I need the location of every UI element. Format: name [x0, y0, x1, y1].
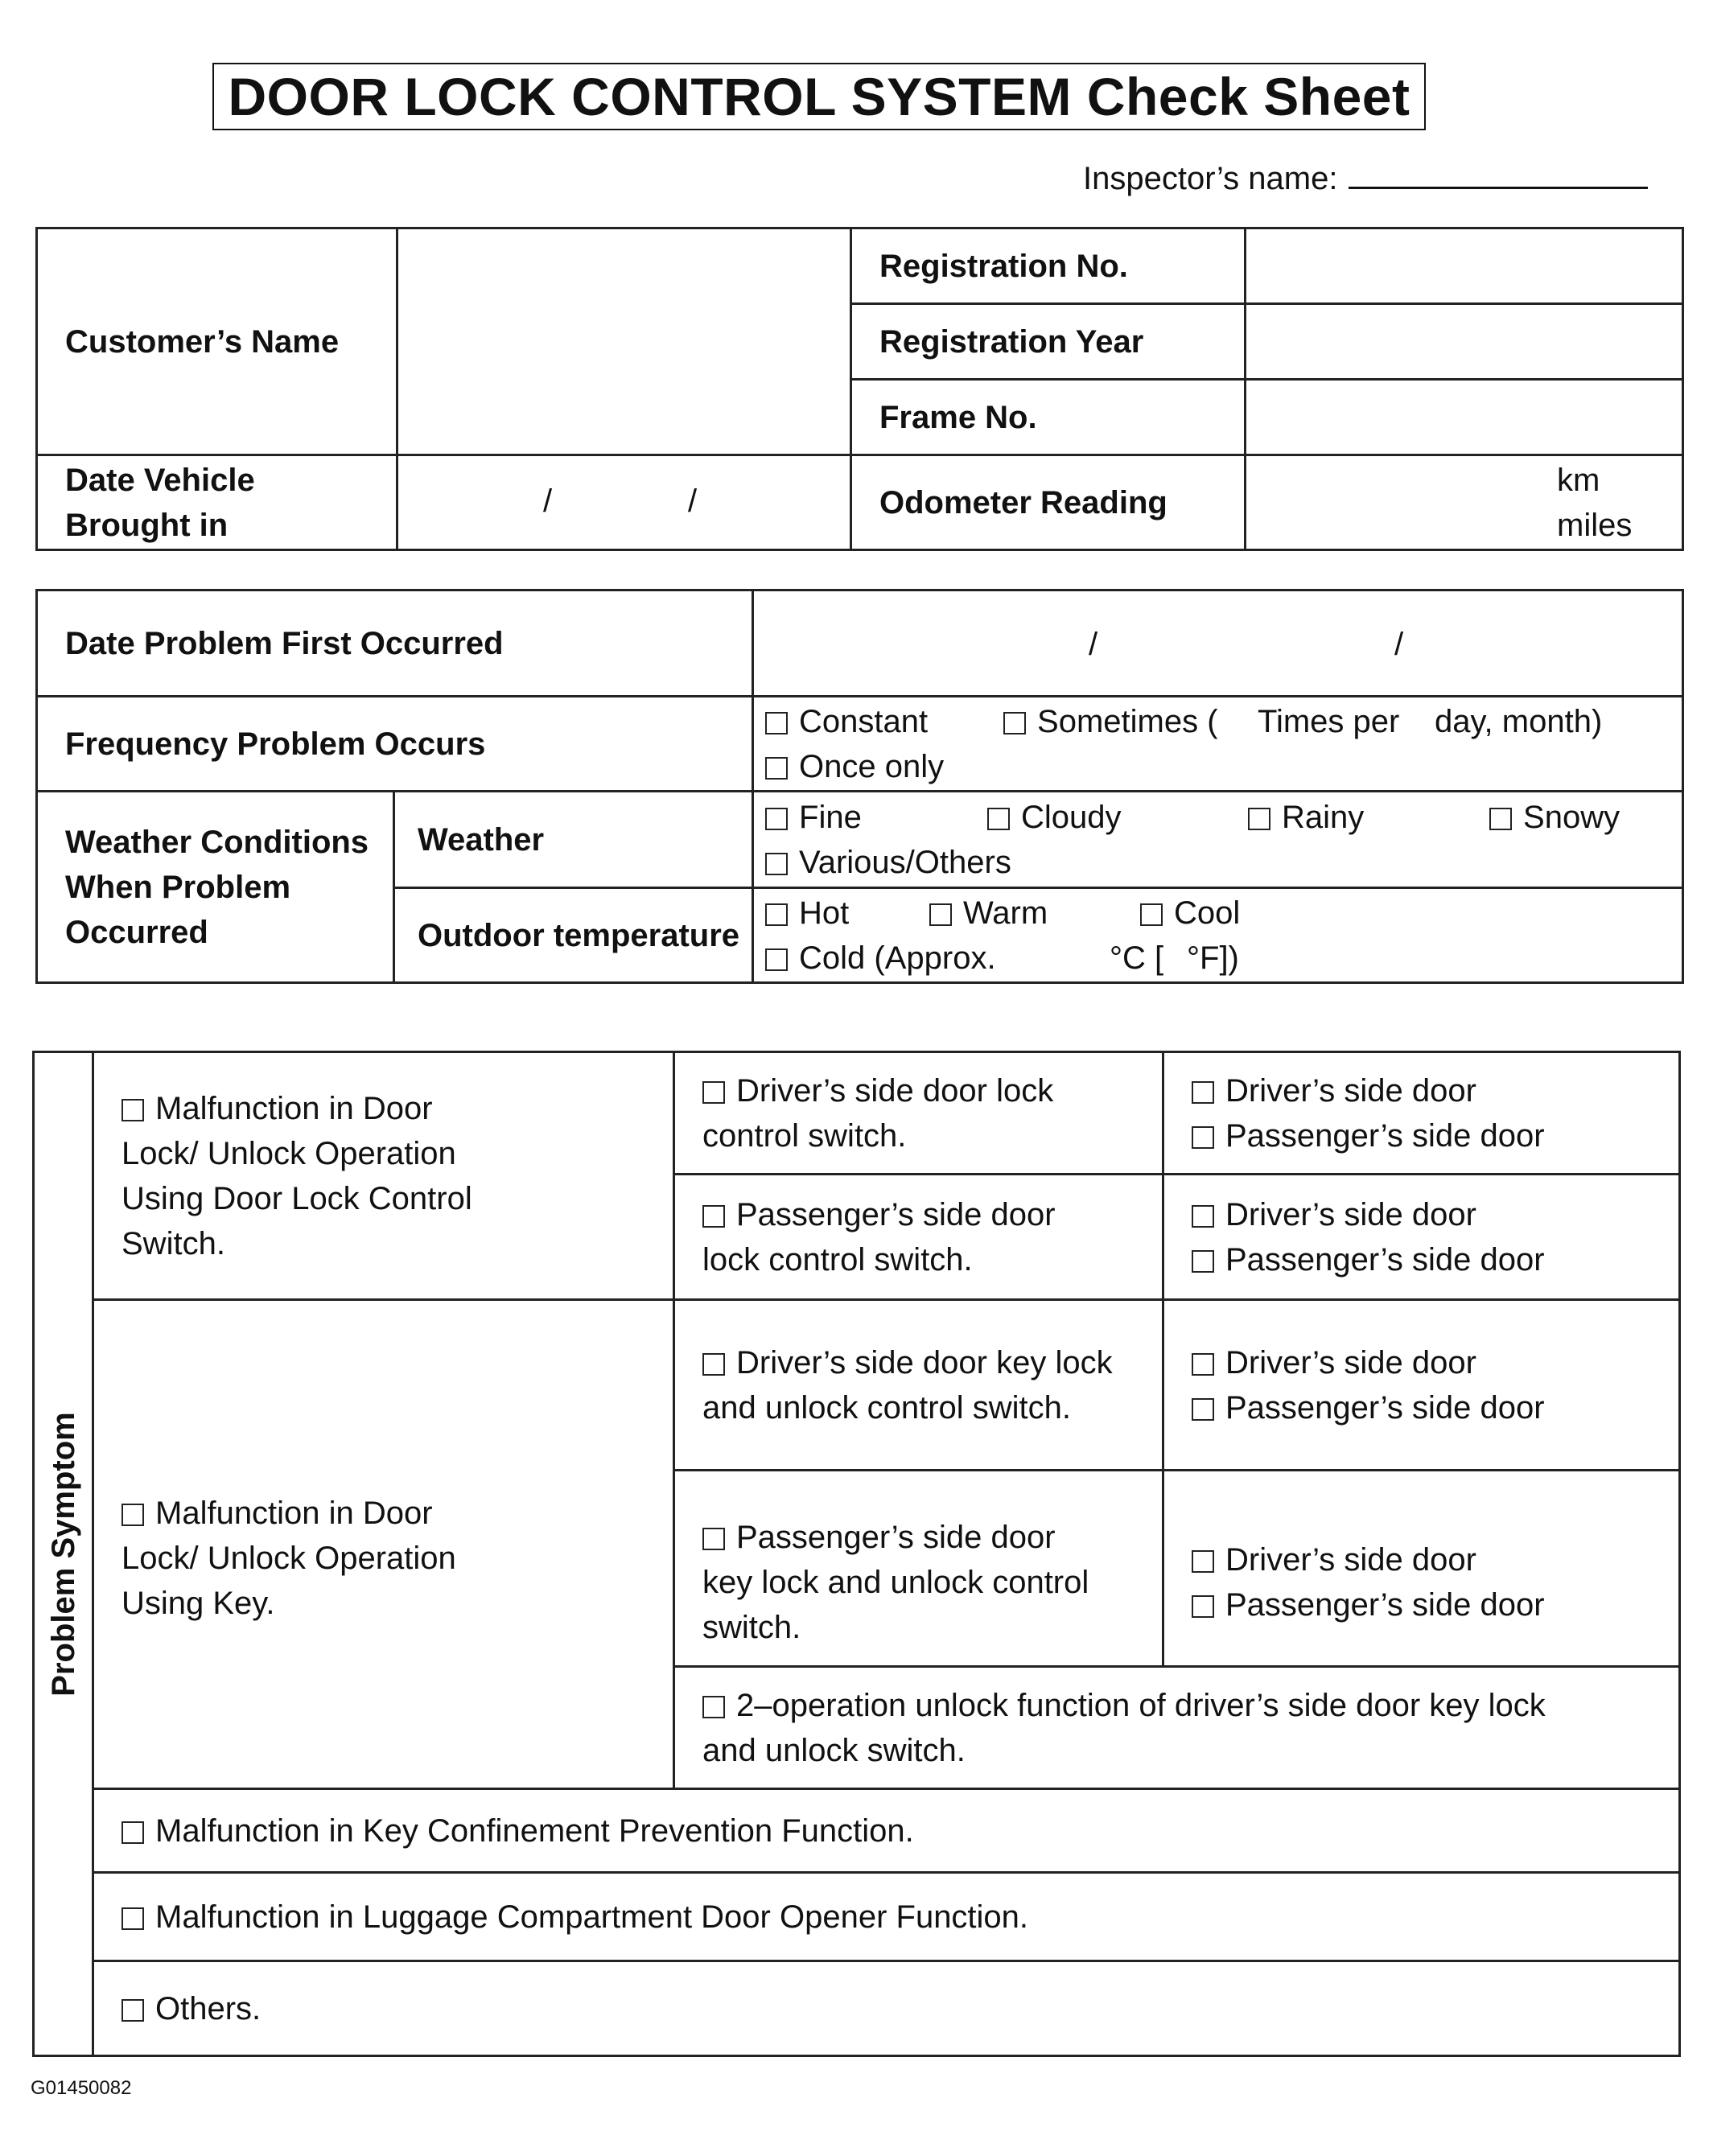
passenger-lock-switch-option[interactable]: Passenger’s side door lock control switch. [674, 1175, 1163, 1300]
date-vehicle-brought-in-label: Date Vehicle Brought in [37, 455, 397, 550]
temp-fahrenheit-label: °F]) [1187, 940, 1239, 976]
unit-miles: miles [1557, 507, 1633, 543]
inspector-name-field[interactable] [1083, 161, 1648, 197]
checkbox[interactable] [1192, 1126, 1214, 1149]
date-separator: / [543, 483, 553, 519]
freq-sometimes-option[interactable]: Sometimes ( [1003, 699, 1258, 744]
problem-symptom-table [32, 1051, 1681, 2057]
checkbox[interactable] [1192, 1081, 1214, 1104]
weather-fine-option[interactable]: Fine [765, 795, 987, 840]
checkbox[interactable] [1140, 903, 1163, 926]
weather-cloudy-option[interactable]: Cloudy [987, 795, 1248, 840]
checkbox[interactable] [1489, 808, 1512, 830]
checkbox[interactable] [121, 1907, 144, 1930]
customer-name-label: Customer’s Name [37, 228, 397, 455]
frequency-options [753, 697, 1683, 792]
passenger-side-door-option[interactable]: Passenger’s side door [1192, 1582, 1678, 1627]
driver-side-door-option[interactable]: Driver’s side door [1192, 1340, 1678, 1385]
frequency-label: Frequency Problem Occurs [37, 697, 753, 792]
date-vehicle-brought-in-input[interactable] [397, 455, 851, 550]
figure-code: G01450082 [31, 2077, 132, 2099]
checkbox[interactable] [765, 712, 788, 734]
freq-times-per-label: Times per [1258, 703, 1400, 739]
checkbox[interactable] [765, 903, 788, 926]
driver-lock-switch-option[interactable]: Driver’s side door lock control switch. [674, 1052, 1163, 1175]
weather-conditions-label: Weather Conditions When Problem Occurred [37, 792, 394, 983]
checkbox[interactable] [1192, 1550, 1214, 1573]
passenger-side-door-option[interactable]: Passenger’s side door [1192, 1113, 1678, 1158]
date-problem-first-occurred-input[interactable] [753, 590, 1683, 697]
date-separator: / [1089, 626, 1098, 662]
passenger-lock-switch-doors [1163, 1175, 1680, 1300]
odometer-reading-input[interactable] [1246, 455, 1683, 550]
temp-warm-option[interactable]: Warm [929, 891, 1140, 936]
luggage-opener-option[interactable]: Malfunction in Luggage Compartment Door Opener Function. [93, 1873, 1680, 1961]
passenger-side-door-option[interactable]: Passenger’s side door [1192, 1385, 1678, 1430]
weather-various-option[interactable]: Various/Others [765, 840, 1011, 885]
driver-key-switch-option[interactable]: Driver’s side door key lock and unlock control switch. [674, 1300, 1163, 1471]
problem-symptom-side-label: Problem Symptom [34, 1052, 93, 2056]
malfunction-key-option[interactable]: Malfunction in Door Lock/ Unlock Operation Using Key. [93, 1300, 674, 1789]
weather-snowy-option[interactable]: Snowy [1489, 795, 1620, 840]
checkbox[interactable] [702, 1696, 725, 1718]
customer-name-input[interactable] [397, 228, 851, 455]
date-problem-first-occurred-label: Date Problem First Occurred [37, 590, 753, 697]
weather-options [753, 792, 1683, 888]
unit-km: km [1557, 462, 1600, 498]
checkbox[interactable] [1192, 1353, 1214, 1376]
checkbox[interactable] [765, 853, 788, 875]
registration-no-input[interactable] [1246, 228, 1683, 304]
checkbox[interactable] [702, 1353, 725, 1376]
checkbox[interactable] [121, 1099, 144, 1121]
checkbox[interactable] [765, 948, 788, 971]
outdoor-temperature-label: Outdoor temperature [394, 888, 753, 983]
checkbox[interactable] [1192, 1250, 1214, 1273]
driver-side-door-option[interactable]: Driver’s side door [1192, 1068, 1678, 1113]
temp-celsius-label: °C [ [1110, 940, 1164, 976]
temp-hot-option[interactable]: Hot [765, 891, 929, 936]
temp-cool-option[interactable]: Cool [1140, 891, 1240, 936]
others-option[interactable]: Others. [93, 1961, 1680, 2056]
checkbox[interactable] [987, 808, 1010, 830]
two-operation-unlock-option[interactable]: 2–operation unlock function of driver’s side door key lock and unlock switch. [674, 1667, 1680, 1789]
date-separator: / [688, 483, 698, 519]
vehicle-info-table [35, 227, 1684, 551]
inspector-name-line[interactable] [1349, 167, 1648, 189]
temperature-options [753, 888, 1683, 983]
frame-no-label: Frame No. [851, 380, 1246, 455]
checkbox[interactable] [121, 1821, 144, 1844]
driver-side-door-option[interactable]: Driver’s side door [1192, 1537, 1678, 1582]
weather-rainy-option[interactable]: Rainy [1248, 795, 1489, 840]
checkbox[interactable] [702, 1205, 725, 1228]
freq-day-month-label: day, month) [1435, 703, 1603, 739]
temp-cold-option[interactable]: Cold (Approx. [765, 936, 1110, 981]
occurrence-table [35, 589, 1684, 984]
checkbox[interactable] [929, 903, 952, 926]
key-confinement-option[interactable]: Malfunction in Key Confinement Prevention Function. [93, 1789, 1680, 1873]
frame-no-input[interactable] [1246, 380, 1683, 455]
driver-side-door-option[interactable]: Driver’s side door [1192, 1192, 1678, 1237]
malfunction-switch-option[interactable]: Malfunction in Door Lock/ Unlock Operation Using Door Lock Control Switch. [93, 1052, 674, 1300]
checkbox[interactable] [702, 1528, 725, 1550]
driver-key-switch-doors [1163, 1300, 1680, 1471]
checkbox[interactable] [121, 1504, 144, 1526]
date-separator: / [1394, 626, 1404, 662]
checkbox[interactable] [1192, 1595, 1214, 1618]
checkbox[interactable] [1192, 1205, 1214, 1228]
registration-year-input[interactable] [1246, 304, 1683, 380]
checkbox[interactable] [1003, 712, 1026, 734]
passenger-key-switch-doors [1163, 1471, 1680, 1667]
registration-no-label: Registration No. [851, 228, 1246, 304]
weather-label: Weather [394, 792, 753, 888]
checkbox[interactable] [702, 1081, 725, 1104]
checkbox[interactable] [765, 757, 788, 780]
checkbox[interactable] [121, 1999, 144, 2022]
freq-once-only-option[interactable]: Once only [765, 744, 944, 789]
checkbox[interactable] [1192, 1398, 1214, 1421]
odometer-reading-label: Odometer Reading [851, 455, 1246, 550]
driver-lock-switch-doors [1163, 1052, 1680, 1175]
inspector-label: Inspector’s name: [1083, 161, 1338, 196]
passenger-key-switch-option[interactable]: Passenger’s side door key lock and unlock control switch. [674, 1471, 1163, 1667]
checkbox[interactable] [765, 808, 788, 830]
page-title: DOOR LOCK CONTROL SYSTEM Check Sheet [212, 63, 1426, 130]
passenger-side-door-option[interactable]: Passenger’s side door [1192, 1237, 1678, 1282]
registration-year-label: Registration Year [851, 304, 1246, 380]
checkbox[interactable] [1248, 808, 1270, 830]
freq-constant-option[interactable]: Constant [765, 699, 1003, 744]
